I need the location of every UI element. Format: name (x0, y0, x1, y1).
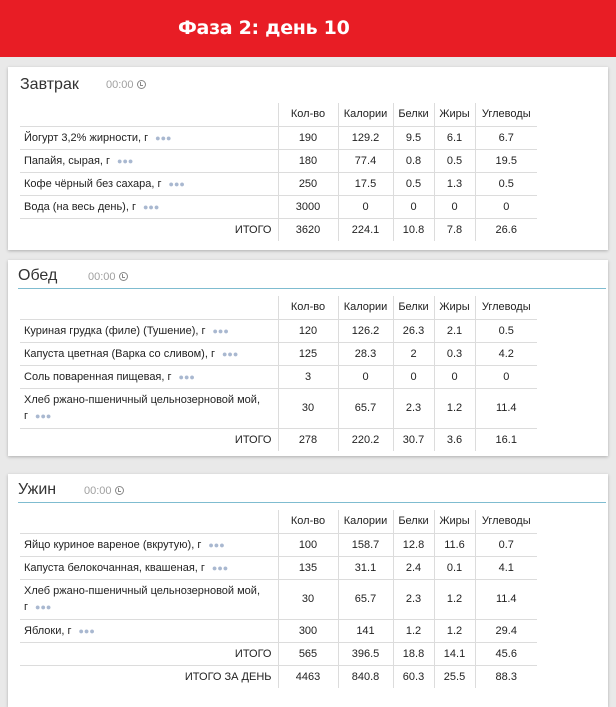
total-carbs: 26.6 (475, 218, 537, 241)
food-name: Капуста цветная (Варка со сливом), г (24, 347, 215, 360)
header-divider (18, 288, 606, 289)
cell-kcal: 28.3 (338, 342, 393, 365)
meal-card-header (8, 67, 608, 103)
col-qty: Кол-во (278, 296, 338, 319)
total-kcal: 220.2 (338, 428, 393, 451)
header-divider (18, 502, 606, 503)
col-fat: Жиры (434, 103, 475, 126)
cell-qty: 125 (278, 342, 338, 365)
day-total-fat: 25.5 (434, 665, 475, 688)
col-carbs: Углеводы (475, 510, 537, 533)
food-name: Куриная грудка (филе) (Тушение), г (24, 324, 206, 337)
total-qty: 278 (278, 428, 338, 451)
more-dots-icon[interactable]: ●●● (208, 539, 225, 550)
total-fat: 7.8 (434, 218, 475, 241)
cell-kcal: 65.7 (338, 388, 393, 428)
cell-fat: 0.3 (434, 342, 475, 365)
meal-table (20, 510, 537, 688)
table-header-row (20, 103, 537, 126)
meal-title: Ужин (18, 481, 57, 498)
cell-carbs: 4.2 (475, 342, 537, 365)
col-protein: Белки (393, 296, 434, 319)
cell-qty: 135 (278, 556, 338, 579)
meal-time[interactable] (88, 271, 128, 283)
col-kcal: Калории (338, 510, 393, 533)
cell-protein: 0.5 (393, 172, 434, 195)
total-protein: 18.8 (393, 642, 434, 665)
meal-title: Обед (18, 267, 58, 284)
day-total-qty: 4463 (278, 665, 338, 688)
cell-fat: 1.3 (434, 172, 475, 195)
more-dots-icon[interactable]: ●●● (35, 602, 52, 612)
table-row (20, 172, 537, 195)
meal-time-value: 00:00 (84, 485, 112, 497)
cell-carbs: 0.5 (475, 319, 537, 342)
col-qty: Кол-во (278, 510, 338, 533)
cell-fat: 6.1 (434, 126, 475, 149)
cell-qty: 180 (278, 149, 338, 172)
cell-kcal: 158.7 (338, 533, 393, 556)
cell-carbs: 0.5 (475, 172, 537, 195)
meal-title: Завтрак (20, 76, 79, 93)
meal-time[interactable] (84, 485, 124, 497)
table-row (20, 365, 537, 388)
food-name: Хлеб ржано-пшеничный цельнозерновой мой, г (24, 585, 261, 613)
clock-icon (137, 80, 146, 89)
table-header-row (20, 296, 537, 319)
cell-protein: 2 (393, 342, 434, 365)
col-kcal: Калории (338, 296, 393, 319)
cell-protein: 0 (393, 195, 434, 218)
cell-kcal: 0 (338, 195, 393, 218)
cell-protein: 12.8 (393, 533, 434, 556)
more-dots-icon[interactable]: ●●● (117, 155, 134, 166)
cell-protein: 2.3 (393, 388, 434, 428)
cell-protein: 2.3 (393, 579, 434, 619)
cell-fat: 1.2 (434, 619, 475, 642)
cell-carbs: 11.4 (475, 388, 537, 428)
cell-kcal: 0 (338, 365, 393, 388)
meal-card-breakfast (8, 67, 608, 250)
table-row (20, 533, 537, 556)
table-row (20, 319, 537, 342)
col-fat: Жиры (434, 296, 475, 319)
more-dots-icon[interactable]: ●●● (155, 132, 172, 143)
more-dots-icon[interactable]: ●●● (178, 371, 195, 382)
cell-kcal: 77.4 (338, 149, 393, 172)
cell-carbs: 6.7 (475, 126, 537, 149)
cell-protein: 1.2 (393, 619, 434, 642)
page-title: Фаза 2: день 10 (178, 17, 350, 39)
cell-fat: 1.2 (434, 388, 475, 428)
more-dots-icon[interactable]: ●●● (142, 201, 160, 212)
day-total-row (20, 665, 537, 688)
day-total-kcal: 840.8 (338, 665, 393, 688)
meal-table (20, 296, 537, 451)
total-row (20, 642, 537, 665)
food-name: Яйцо куриное вареное (вкрутую), г (24, 538, 202, 551)
cell-qty: 3000 (278, 195, 338, 218)
cell-qty: 120 (278, 319, 338, 342)
col-protein: Белки (393, 103, 434, 126)
cell-carbs: 4.1 (475, 556, 537, 579)
cell-protein: 2.4 (393, 556, 434, 579)
cell-fat: 0.5 (434, 149, 475, 172)
total-protein: 10.8 (393, 218, 434, 241)
table-row (20, 149, 537, 172)
day-total-carbs: 88.3 (475, 665, 537, 688)
clock-icon (115, 486, 124, 495)
food-name: Вода (на весь день), г (24, 200, 136, 213)
day-total-label: ИТОГО ЗА ДЕНЬ (184, 670, 272, 683)
cell-fat: 0 (434, 365, 475, 388)
meal-card-lunch (8, 260, 608, 456)
table-header-row (20, 510, 537, 533)
cell-protein: 26.3 (393, 319, 434, 342)
food-name: Яблоки, г (24, 624, 72, 637)
food-name: Йогурт 3,2% жирности, г (24, 131, 149, 144)
meal-time-value: 00:00 (106, 79, 134, 91)
table-row (20, 556, 537, 579)
more-dots-icon[interactable]: ●●● (168, 178, 185, 189)
col-protein: Белки (393, 510, 434, 533)
total-fat: 3.6 (434, 428, 475, 451)
cell-qty: 250 (278, 172, 338, 195)
total-row (20, 428, 537, 451)
food-name: Папайя, сырая, г (24, 154, 111, 167)
meal-time-value: 00:00 (88, 271, 116, 283)
cell-fat: 1.2 (434, 579, 475, 619)
cell-qty: 3 (278, 365, 338, 388)
more-dots-icon[interactable]: ●●● (211, 562, 229, 573)
cell-kcal: 31.1 (338, 556, 393, 579)
food-name: Капуста белокочанная, квашеная, г (24, 561, 205, 574)
day-total-protein: 60.3 (393, 665, 434, 688)
cell-kcal: 141 (338, 619, 393, 642)
more-dots-icon[interactable]: ●●● (35, 411, 52, 421)
cell-carbs: 0.7 (475, 533, 537, 556)
col-carbs: Углеводы (475, 296, 537, 319)
meal-table (20, 103, 537, 241)
col-kcal: Калории (338, 103, 393, 126)
more-dots-icon[interactable]: ●●● (78, 625, 95, 636)
table-row (20, 388, 537, 428)
cell-protein: 0.8 (393, 149, 434, 172)
cell-qty: 300 (278, 619, 338, 642)
total-kcal: 396.5 (338, 642, 393, 665)
cell-fat: 2.1 (434, 319, 475, 342)
food-name: Кофе чёрный без сахара, г (24, 177, 162, 190)
col-fat: Жиры (434, 510, 475, 533)
food-name: Соль поваренная пищевая, г (24, 370, 172, 383)
cell-carbs: 0 (475, 195, 537, 218)
table-row (20, 619, 537, 642)
table-row (20, 579, 537, 619)
total-label: ИТОГО (234, 433, 272, 446)
cell-carbs: 19.5 (475, 149, 537, 172)
table-row (20, 195, 537, 218)
cell-kcal: 65.7 (338, 579, 393, 619)
meal-card-dinner (8, 474, 608, 707)
cell-qty: 190 (278, 126, 338, 149)
cell-fat: 0.1 (434, 556, 475, 579)
cell-qty: 100 (278, 533, 338, 556)
table-row (20, 126, 537, 149)
cell-kcal: 17.5 (338, 172, 393, 195)
more-dots-icon[interactable]: ●●● (221, 348, 239, 359)
total-carbs: 45.6 (475, 642, 537, 665)
total-row (20, 218, 537, 241)
cell-qty: 30 (278, 388, 338, 428)
total-qty: 3620 (278, 218, 338, 241)
cell-kcal: 126.2 (338, 319, 393, 342)
meal-time[interactable] (106, 79, 146, 91)
more-dots-icon[interactable]: ●●● (212, 325, 229, 336)
total-protein: 30.7 (393, 428, 434, 451)
page-header (0, 0, 616, 57)
total-label: ИТОГО (20, 642, 278, 665)
cell-kcal: 129.2 (338, 126, 393, 149)
cell-fat: 11.6 (434, 533, 475, 556)
total-carbs: 16.1 (475, 428, 537, 451)
meal-card-header (8, 260, 608, 296)
total-label: ИТОГО (234, 223, 272, 236)
food-name: Хлеб ржано-пшеничный цельнозерновой мой, г (24, 394, 261, 422)
cell-qty: 30 (278, 579, 338, 619)
col-qty: Кол-во (278, 103, 338, 126)
cell-carbs: 29.4 (475, 619, 537, 642)
col-carbs: Углеводы (475, 103, 537, 126)
cell-protein: 0 (393, 365, 434, 388)
cell-fat: 0 (434, 195, 475, 218)
total-fat: 14.1 (434, 642, 475, 665)
cell-protein: 9.5 (393, 126, 434, 149)
clock-icon (119, 272, 128, 281)
meal-card-header (8, 474, 608, 510)
total-qty: 565 (278, 642, 338, 665)
total-kcal: 224.1 (338, 218, 393, 241)
table-row (20, 342, 537, 365)
cell-carbs: 0 (475, 365, 537, 388)
cell-carbs: 11.4 (475, 579, 537, 619)
